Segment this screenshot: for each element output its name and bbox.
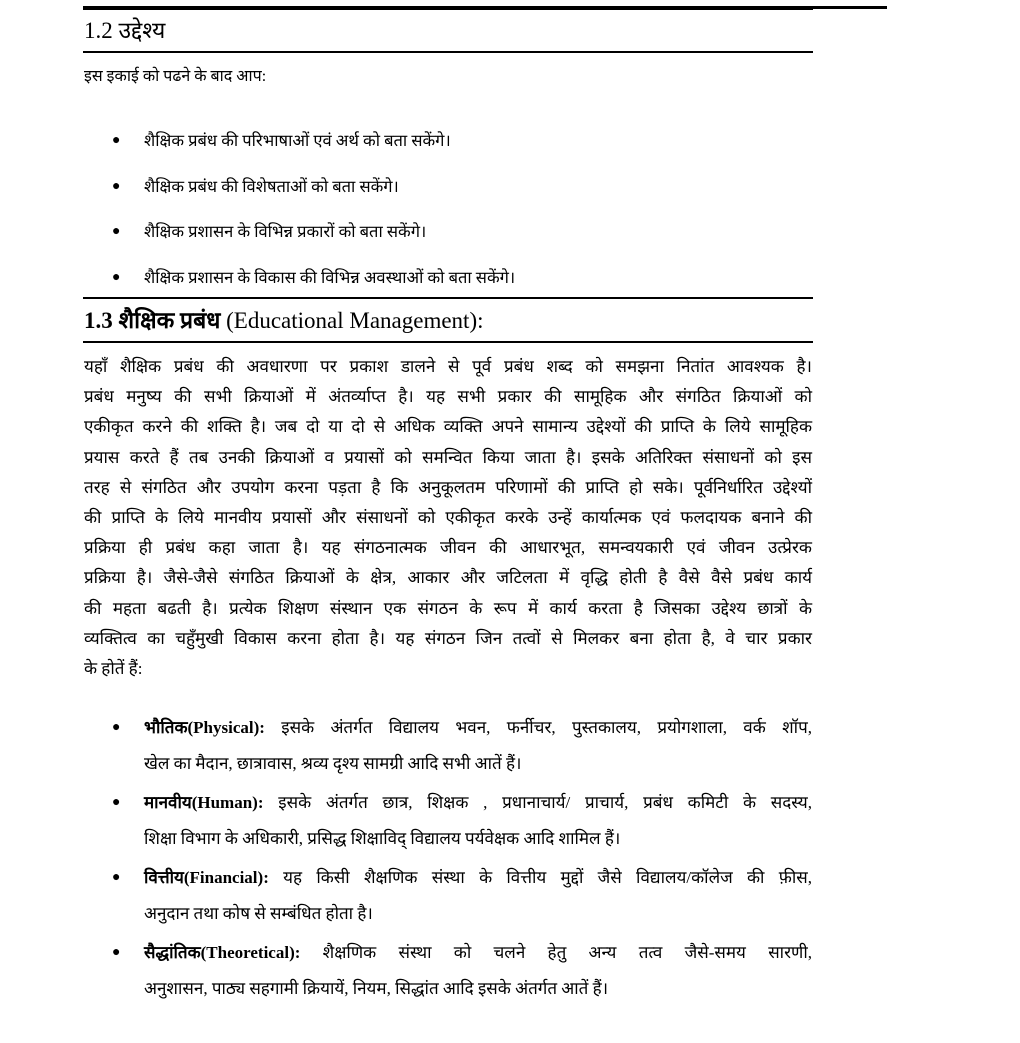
paragraph-line: की महता बढती है। प्रत्येक शिक्षण संस्थान एक संगठन के रूप में कार्य करता है जिसका उद्देश्य छात्रों के bbox=[84, 598, 812, 618]
heading-number: 1.3 bbox=[84, 308, 113, 333]
component-desc-line2: शिक्षा विभाग के अधिकारी, प्रसिद्ध शिक्षाविद् विद्यालय पर्यवेक्षक आदि शामिल हैं। bbox=[144, 829, 621, 848]
heading-english: (Educational Management): bbox=[226, 308, 484, 333]
section-rule-top bbox=[83, 297, 813, 299]
component-desc-line1: इसके अंतर्गत विद्यालय भवन, फर्नीचर, पुस्तकालय, प्रयोगशाला, वर्क शॉप, bbox=[264, 718, 812, 737]
objectives-intro: इस इकाई को पढने के बाद आप: bbox=[84, 68, 267, 85]
section-rule-bottom bbox=[83, 341, 813, 343]
heading-text: 1.2 उद्देश्य bbox=[84, 18, 166, 43]
section-heading-objectives bbox=[84, 16, 165, 46]
top-rule-thin bbox=[813, 6, 887, 9]
component-desc-line1: शैक्षणिक संस्था को चलने हेतु अन्य तत्व जैसे-समय सारणी, bbox=[300, 943, 812, 962]
top-rule-thick bbox=[83, 6, 813, 10]
objectives-list bbox=[112, 118, 515, 300]
paragraph-line: प्रबंध मनुष्य की सभी क्रियाओं में अंतर्व्याप्त है। यह सभी प्रकार की सामूहिक और संगठित क्रियाओं को bbox=[84, 387, 812, 407]
component-desc-line1: यह किसी शैक्षणिक संस्था के वित्तीय मुद्दों जैसे विद्यालय/कॉलेज की फ़ीस, bbox=[268, 868, 812, 887]
component-desc-line2: अनुशासन, पाठ्य सहगामी क्रियायें, नियम, सिद्धांत आदि इसके अंतर्गत आतें हैं। bbox=[144, 979, 609, 998]
heading-rule bbox=[83, 51, 813, 53]
component-desc-line2: खेल का मैदान, छात्रावास, श्रव्य दृश्य सामग्री आदि सभी आतें हैं। bbox=[144, 754, 522, 773]
component-term: वित्तीय(Financial): bbox=[144, 868, 269, 887]
component-term: सैद्धांतिक(Theoretical): bbox=[144, 943, 301, 962]
component-financial bbox=[112, 860, 812, 932]
objective-item: ● शैक्षिक प्रबंध की परिभाषाओं एवं अर्थ को बता सकेंगे। bbox=[112, 118, 515, 164]
paragraph-line: प्रक्रिया ही प्रबंध कहा जाता है। यह संगठनात्मक जीवन की आधारभूत, समन्वयकारी एवं जीवन उत्प्रेरक bbox=[84, 538, 812, 558]
component-term: मानवीय(Human): bbox=[144, 793, 264, 812]
paragraph-line: यहाँ शैक्षिक प्रबंध की अवधारणा पर प्रकाश डालने से पूर्व प्रबंध शब्द को समझना नितांत आवश्यक है। bbox=[84, 357, 812, 376]
paragraph-line: की प्राप्ति के लिये मानवीय प्रयासों और संसाधनों को एकीकृत करके उन्हें कार्यात्मक एवं फलदायक बनाने की bbox=[84, 508, 812, 528]
component-theoretical bbox=[112, 935, 812, 1007]
paragraph-line: के होतें हैं: bbox=[84, 659, 143, 679]
paragraph-line: तरह से संगठित और उपयोग करना पड़ता है कि अनुकूलतम परिणामों की प्राप्ति हो सके। पूर्वनिर्धारित उद्देश्यों bbox=[84, 477, 812, 497]
management-paragraph bbox=[84, 352, 812, 684]
component-physical bbox=[112, 710, 812, 782]
objective-item: ● शैक्षिक प्रशासन के विकास की विभिन्न अवस्थाओं को बता सकेंगे। bbox=[112, 255, 515, 301]
paragraph-line: व्यक्तित्व का चहुँमुखी विकास करना होता है। यह संगठन जिन तत्वों से मिलकर बना होता है, वे चार प्रकार bbox=[84, 628, 812, 648]
heading-hindi: शैक्षिक प्रबंध bbox=[118, 308, 221, 333]
component-term: भौतिक(Physical): bbox=[144, 718, 265, 737]
paragraph-line: प्रयास करते हैं तब उनकी क्रियाओं व प्रयासों को समन्वित किया जाता है। इसके अतिरिक्त संसाधनों को इस bbox=[84, 447, 812, 467]
component-desc-line1: इसके अंतर्गत छात्र, शिक्षक , प्रधानाचार्य/ प्राचार्य, प्रबंध कमिटी के सदस्य, bbox=[263, 793, 812, 812]
component-desc-line2: अनुदान तथा कोष से सम्बंधित होता है। bbox=[144, 904, 373, 923]
section-heading-educational-management bbox=[84, 306, 484, 336]
objective-item: ● शैक्षिक प्रबंध की विशेषताओं को बता सकेंगे। bbox=[112, 164, 515, 210]
objective-item: ● शैक्षिक प्रशासन के विभिन्न प्रकारों को बता सकेंगे। bbox=[112, 209, 515, 255]
paragraph-line: एकीकृत करने की शक्ति है। जब दो या दो से अधिक व्यक्ति अपने सामान्य उद्देश्यों की प्राप्ति के लिये सामूहिक bbox=[84, 417, 812, 437]
components-list bbox=[112, 710, 812, 1010]
component-human bbox=[112, 785, 812, 857]
paragraph-line: प्रक्रिया है। जैसे-जैसे संगठित क्रियाओं के क्षेत्र, आकार और जटिलता में वृद्धि होती है वैसे वैसे प्रबंध कार्य bbox=[84, 568, 812, 588]
